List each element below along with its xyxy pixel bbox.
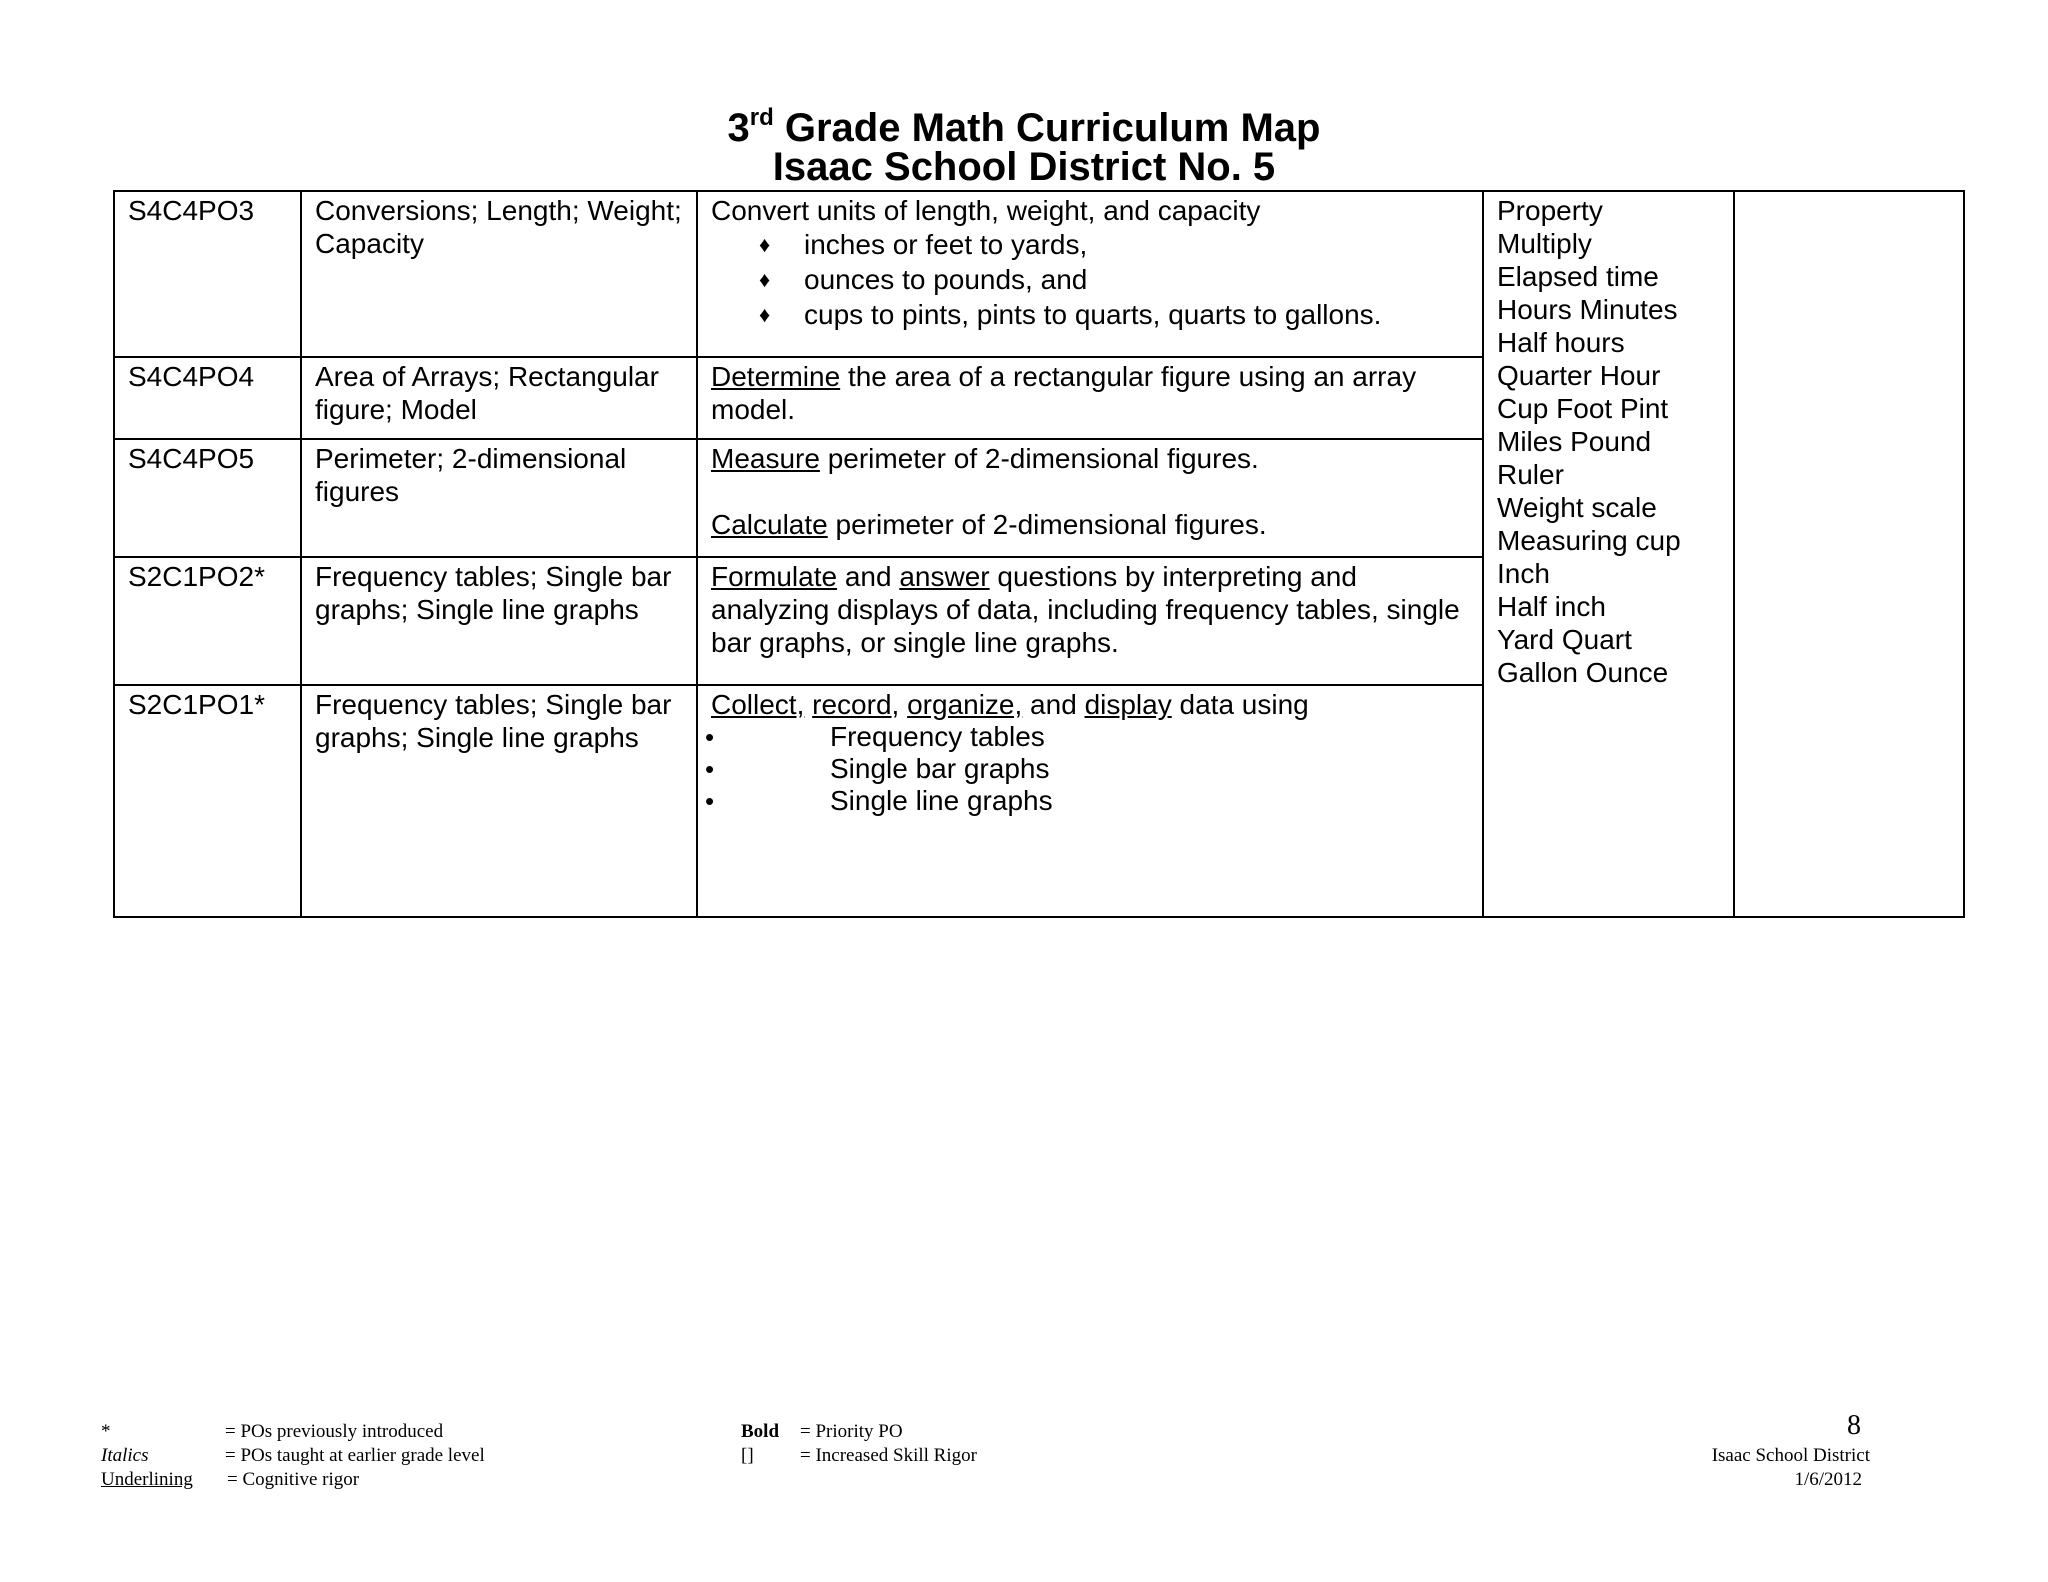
objective-intro: Collect, record, organize, and display data using bbox=[711, 689, 1309, 720]
standard-code: S4C4PO4 bbox=[128, 361, 255, 392]
page-subtitle: Isaac School District No. 5 bbox=[772, 145, 1276, 189]
legend-key: Underlining bbox=[101, 1469, 193, 1490]
objective-verb: Collect, bbox=[711, 689, 805, 720]
standard-code: S4C4PO5 bbox=[128, 443, 255, 474]
objective-intro: Convert units of length, weight, and capacity bbox=[711, 195, 1261, 226]
title-text: Grade Math Curriculum Map bbox=[773, 106, 1321, 150]
dot-bullet-icon: • bbox=[705, 722, 715, 752]
dot-bullet-icon: • bbox=[705, 786, 715, 816]
footer-org: Isaac School District bbox=[1711, 1445, 1870, 1466]
vocabulary-item: Miles Pound bbox=[1497, 426, 1652, 457]
objective-cell bbox=[697, 685, 1483, 917]
objective-verb: Determine bbox=[711, 361, 841, 392]
vocabulary-item: Gallon Ounce bbox=[1497, 657, 1669, 688]
legend-value: = POs taught at earlier grade level bbox=[225, 1445, 485, 1466]
topic-cell bbox=[301, 439, 697, 557]
vocabulary-item: Elapsed time bbox=[1497, 261, 1659, 292]
objective-cell: Formulate and answer questions by interpreting and analyzing displays of data, including frequency tables, single bar graphs, or single line graphs. bbox=[697, 557, 1483, 685]
table-row bbox=[114, 191, 1964, 357]
topic-cell bbox=[301, 191, 697, 357]
objective-cell: Determine the area of a rectangular figure using an array model. bbox=[697, 357, 1483, 439]
vocabulary-item: Multiply bbox=[1497, 228, 1592, 259]
topic-text: Frequency tables; Single bar graphs; Single line graphs bbox=[315, 561, 672, 625]
vocabulary-cell bbox=[1483, 191, 1734, 917]
list-item: ♦ inches or feet to yards, bbox=[759, 229, 1088, 260]
objective-verb: organize, bbox=[907, 689, 1023, 720]
objective-verb: Formulate bbox=[711, 561, 838, 592]
legend-value: = Increased Skill Rigor bbox=[800, 1445, 977, 1466]
standard-code: S4C4PO3 bbox=[128, 195, 255, 226]
diamond-bullet-icon: ♦ bbox=[759, 267, 771, 292]
vocabulary-item: Weight scale bbox=[1497, 492, 1657, 523]
vocabulary-item: Quarter Hour bbox=[1497, 360, 1661, 391]
legend-value: = Priority PO bbox=[800, 1421, 903, 1442]
vocabulary-item: Half hours bbox=[1497, 327, 1625, 358]
standard-code-cell bbox=[114, 439, 301, 557]
objective-verb: display bbox=[1084, 689, 1172, 720]
legend-value: = Cognitive rigor bbox=[227, 1469, 360, 1490]
standard-code: S2C1PO2* bbox=[128, 561, 265, 592]
vocabulary-item: Property bbox=[1497, 195, 1603, 226]
legend-key: * bbox=[101, 1421, 111, 1442]
title-grade-suffix: rd bbox=[749, 104, 774, 131]
topic-cell bbox=[301, 685, 697, 917]
vocabulary-item: Yard Quart bbox=[1497, 624, 1632, 655]
vocabulary-item: Measuring cup bbox=[1497, 525, 1681, 556]
topic-text: Area of Arrays; Rectangular figure; Model bbox=[315, 361, 659, 425]
vocabulary-item: Half inch bbox=[1497, 591, 1606, 622]
list-item: ♦ ounces to pounds, and bbox=[759, 264, 1088, 295]
legend-left bbox=[101, 1420, 601, 1500]
legend-value: = POs previously introduced bbox=[225, 1421, 444, 1442]
objective-verb: record bbox=[812, 689, 892, 720]
objective-line: Measure perimeter of 2-dimensional figures. bbox=[711, 443, 1259, 474]
dot-bullet-icon: • bbox=[705, 754, 715, 784]
list-item: • Frequency tables bbox=[705, 721, 1045, 752]
page-number: 8 bbox=[1847, 1410, 1861, 1441]
topic-text: Conversions; Length; Weight; Capacity bbox=[315, 195, 682, 259]
title-grade-number: 3 bbox=[727, 106, 750, 150]
standard-code: S2C1PO1* bbox=[128, 689, 265, 720]
topic-cell bbox=[301, 557, 697, 685]
diamond-bullet-icon: ♦ bbox=[759, 302, 771, 327]
topic-text: Frequency tables; Single bar graphs; Single line graphs bbox=[315, 689, 672, 753]
objective-cell bbox=[697, 191, 1483, 357]
footer-date: 1/6/2012 bbox=[1794, 1469, 1862, 1490]
objective-bullet-list bbox=[711, 227, 1474, 332]
objective-verb: answer bbox=[899, 561, 990, 592]
legend-key: Bold bbox=[741, 1421, 780, 1442]
standard-code-cell bbox=[114, 357, 301, 439]
vocabulary-item: Cup Foot Pint bbox=[1497, 393, 1669, 424]
vocabulary-item: Hours Minutes bbox=[1497, 294, 1678, 325]
vocabulary-item: Ruler bbox=[1497, 459, 1564, 490]
topic-cell bbox=[301, 357, 697, 439]
legend-middle bbox=[741, 1420, 1041, 1480]
list-item: ♦ cups to pints, pints to quarts, quarts to gallons. bbox=[759, 299, 1382, 330]
standard-code-cell bbox=[114, 557, 301, 685]
legend-key: [] bbox=[741, 1445, 754, 1466]
objective-cell bbox=[697, 439, 1483, 557]
legend-key: Italics bbox=[101, 1445, 149, 1466]
standard-code-cell bbox=[114, 191, 301, 357]
vocabulary-item: Inch bbox=[1497, 558, 1550, 589]
objective-verb: Measure bbox=[711, 443, 820, 474]
objective-line: Calculate perimeter of 2-dimensional figures. bbox=[711, 509, 1267, 540]
list-item: • Single line graphs bbox=[705, 785, 1053, 816]
topic-text: Perimeter; 2-dimensional figures bbox=[315, 443, 627, 507]
objective-verb: Calculate bbox=[711, 509, 828, 540]
diamond-bullet-icon: ♦ bbox=[759, 232, 771, 257]
standard-code-cell bbox=[114, 685, 301, 917]
objective-bullet-list bbox=[705, 721, 1474, 817]
list-item: • Single bar graphs bbox=[705, 753, 1050, 784]
empty-cell bbox=[1734, 191, 1964, 917]
curriculum-table bbox=[113, 190, 1965, 918]
